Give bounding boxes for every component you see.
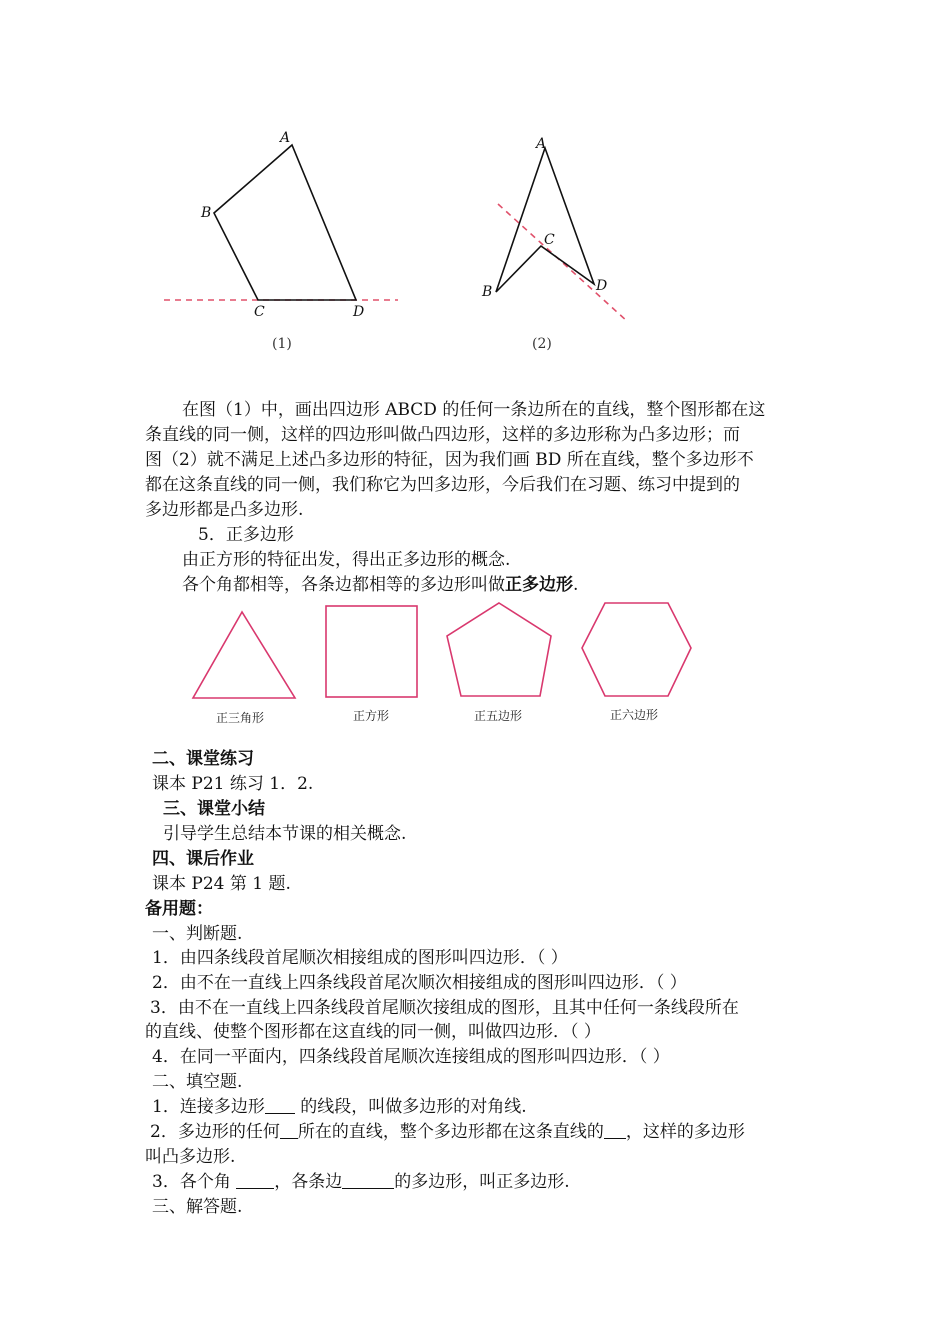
fill-2-text-b: 所在的直线，整个多边形都在这条直线的 [297, 1122, 604, 1142]
vertex-label-c: C [254, 304, 265, 320]
practice-text: 课本 P21 练习 1．2. [152, 774, 314, 794]
vertex-label-a: A [280, 130, 291, 146]
paragraph-convex-line-2: 条直线的同一侧，这样的四边形叫做凸四边形，这样的多边形称为凸多边形；而 [145, 425, 740, 445]
fill-1-text-a: 1．连接多边形 [152, 1097, 265, 1117]
section-5-line-2 [182, 573, 578, 598]
judge-question-3-line-2: 的直线、使整个图形都在这直线的同一侧，叫做四边形．（ ） [145, 1022, 601, 1042]
fill-3-blank-2 [342, 1170, 394, 1189]
answer-heading: 三、解答题. [152, 1197, 243, 1217]
fill-2-blank-1 [280, 1120, 298, 1139]
judge-question-3-line-1: 3．由不在一直线上四条线段首尾顺次接组成的图形，且其中任何一条线段所在 [150, 998, 739, 1018]
quadrilateral-abcd-concave [496, 148, 594, 292]
fill-3-text-a: 3．各个角 [152, 1172, 237, 1192]
fill-3-text-b: ，各条边 [274, 1172, 343, 1192]
convex-quadrilateral-figure [150, 120, 410, 360]
pentagon-caption: 正五边形 [474, 709, 523, 723]
fill-1-text-b: 的线段，叫做多边形的对角线. [294, 1097, 527, 1117]
section-5-heading: 5．正多边形 [198, 525, 294, 545]
summary-heading: 三、课堂小结 [163, 799, 265, 819]
fill-heading: 二、填空题. [152, 1072, 243, 1092]
paragraph-convex-line-3: 图（2）就不满足上述凸多边形的特征，因为我们画 BD 所在直线，整个多边形不 [145, 450, 754, 470]
judge-heading: 一、判断题. [152, 924, 243, 944]
concave-quadrilateral-figure [470, 130, 670, 360]
vertex-label-d: D [353, 304, 365, 320]
fill-1-blank [265, 1095, 295, 1114]
vertex-label-b: B [482, 284, 493, 300]
fill-question-2-line-2: 叫凸多边形. [145, 1147, 236, 1167]
judge-question-2: 2．由不在一直线上四条线段首尾次顺次相接组成的图形叫四边形．（ ） [152, 973, 687, 993]
fill-2-text-c: ，这样的多边形 [625, 1122, 745, 1142]
paragraph-convex-line-5: 多边形都是凸多边形. [145, 500, 304, 520]
vertex-label-d: D [596, 278, 608, 294]
homework-heading: 四、课后作业 [152, 849, 254, 869]
figure-caption-2: (2) [532, 336, 552, 352]
backup-heading: 备用题： [145, 899, 213, 919]
regular-polygons-figure [185, 598, 705, 733]
paragraph-convex-line-1: 在图（1）中，画出四边形 ABCD 的任何一条边所在的直线，整个图形都在这 [182, 400, 766, 420]
homework-text: 课本 P24 第 1 题. [152, 874, 291, 894]
judge-question-4: 4．在同一平面内，四条线段首尾顺次连接组成的图形叫四边形．（ ） [152, 1047, 670, 1067]
paragraph-convex-line-4: 都在这条直线的同一侧，我们称它为凹多边形，今后我们在习题、练习中提到的 [145, 475, 740, 495]
definition-text: 各个角都相等，各条边都相等的多边形叫做 [182, 575, 505, 595]
vertex-label-b: B [201, 205, 212, 221]
practice-heading: 二、课堂练习 [152, 749, 254, 769]
regular-polygon-term: 正多边形 [505, 575, 573, 595]
dashed-line-bd [498, 204, 628, 322]
fill-3-text-c: 的多边形，叫正多边形. [394, 1172, 570, 1192]
vertex-label-a: A [536, 136, 547, 152]
quadrilateral-abcd [214, 145, 356, 300]
regular-square [326, 606, 417, 697]
hexagon-caption: 正六边形 [610, 708, 659, 722]
vertex-label-c: C [544, 232, 555, 248]
regular-triangle [193, 612, 295, 698]
regular-pentagon [447, 603, 551, 696]
square-caption: 正方形 [353, 709, 390, 723]
fill-question-2 [150, 1120, 745, 1145]
judge-question-1: 1．由四条线段首尾顺次相接组成的图形叫四边形．（ ） [152, 948, 568, 968]
fill-2-blank-2 [604, 1120, 626, 1139]
fill-3-blank-1 [236, 1170, 274, 1189]
definition-period: . [573, 575, 579, 595]
figure-caption-1: (1) [272, 336, 292, 352]
triangle-caption: 正三角形 [216, 711, 265, 725]
fill-question-1 [152, 1095, 527, 1120]
summary-text: 引导学生总结本节课的相关概念. [163, 824, 407, 844]
fill-2-text-a: 2．多边形的任何 [150, 1122, 280, 1142]
fill-question-3 [152, 1170, 570, 1195]
regular-hexagon [582, 603, 691, 696]
section-5-line-1: 由正方形的特征出发，得出正多边形的概念. [182, 550, 511, 570]
